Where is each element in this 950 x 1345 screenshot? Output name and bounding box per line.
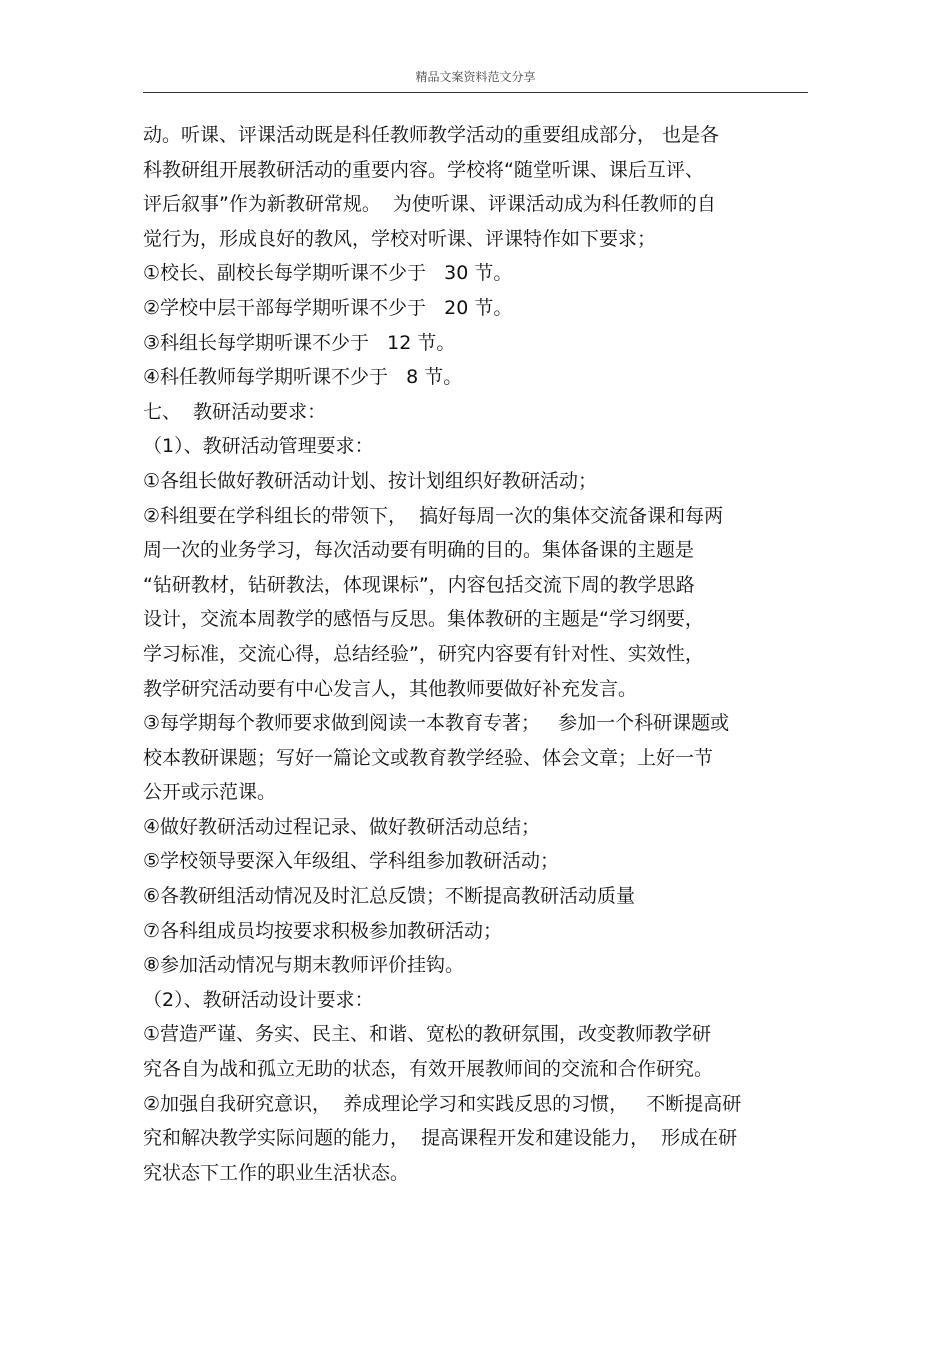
section-heading: 七、 教研活动要求：: [143, 400, 327, 423]
text-line: 觉行为，形成良好的教风，学校对听课、评课特作如下要求；: [143, 227, 657, 250]
text-line: ⑧参加活动情况与期末教师评价挂钩。: [143, 954, 465, 977]
text-line: 科教研组开展教研活动的重要内容。学校将“随堂听课、课后互评、: [143, 158, 704, 181]
subsection-heading: （1）、教研活动管理要求：: [143, 435, 374, 458]
text-line: 周一次的业务学习，每次活动要有明确的目的。集体备课的主题是: [143, 539, 695, 562]
header-title: 精品文案资料范文分享: [415, 70, 536, 84]
text-line: 究状态下工作的职业生活状态。: [143, 1161, 410, 1184]
text-line: ⑥各教研组活动情况及时汇总反馈；不断提高教研活动质量: [143, 885, 636, 908]
text-line: “钻研教材，钻研教法，体现课标”，内容包括交流下周的教学思路: [143, 573, 695, 596]
text-line: 校本教研课题；写好一篇论文或教育教学经验、体会文章；上好一节: [143, 746, 714, 769]
text-line: ③每学期每个教师要求做到阅读一本教育专著； 参加一个科研课题或: [143, 712, 730, 735]
text-line: 公开或示范课。: [143, 781, 277, 804]
page-header: [143, 62, 808, 93]
text-line: 教学研究活动要有中心发言人，其他教师要做好补充发言。: [143, 677, 638, 700]
text-line: ⑦各科组成员均按要求积极参加教研活动；: [143, 919, 503, 942]
text-line: ②科组要在学科组长的带领下， 搞好每周一次的集体交流备课和每两: [143, 504, 724, 527]
subsection-heading: （2）、教研活动设计要求：: [143, 988, 374, 1011]
text-line: ②学校中层干部每学期听课不少于 20 节。: [143, 296, 513, 319]
text-line: ①营造严谨、务实、民主、和谐、宽松的教研氛围，改变教师教学研: [143, 1023, 712, 1046]
text-line: ④做好教研活动过程记录、做好教研活动总结；: [143, 815, 541, 838]
text-line: 究各自为战和孤立无助的状态，有效开展教师间的交流和合作研究。: [143, 1058, 714, 1081]
text-line: ⑤学校领导要深入年级组、学科组参加教研活动；: [143, 850, 560, 873]
document-body: [143, 118, 815, 1190]
text-line: ③科组长每学期听课不少于 12 节。: [143, 331, 456, 354]
text-line: ①各组长做好教研活动计划、按计划组织好教研活动；: [143, 469, 598, 492]
text-line: ①校长、副校长每学期听课不少于 30 节。: [143, 262, 513, 285]
text-line: 究和解决教学实际问题的能力， 提高课程开发和建设能力， 形成在研: [143, 1127, 738, 1150]
text-line: 设计，交流本周教学的感悟与反思。集体教研的主题是“学习纲要，: [143, 608, 704, 631]
text-line: ②加强自我研究意识， 养成理论学习和实践反思的习惯， 不断提高研: [143, 1092, 742, 1115]
text-line: 动。听课、评课活动既是科任教师教学活动的重要组成部分， 也是各: [143, 124, 720, 146]
text-line: 评后叙事”作为新教研常规。 为使听课、评课活动成为科任教师的自: [143, 193, 716, 216]
text-line: ④科任教师每学期听课不少于 8 节。: [143, 366, 463, 389]
text-line: 学习标准，交流心得，总结经验”，研究内容要有针对性、实效性，: [143, 642, 704, 665]
